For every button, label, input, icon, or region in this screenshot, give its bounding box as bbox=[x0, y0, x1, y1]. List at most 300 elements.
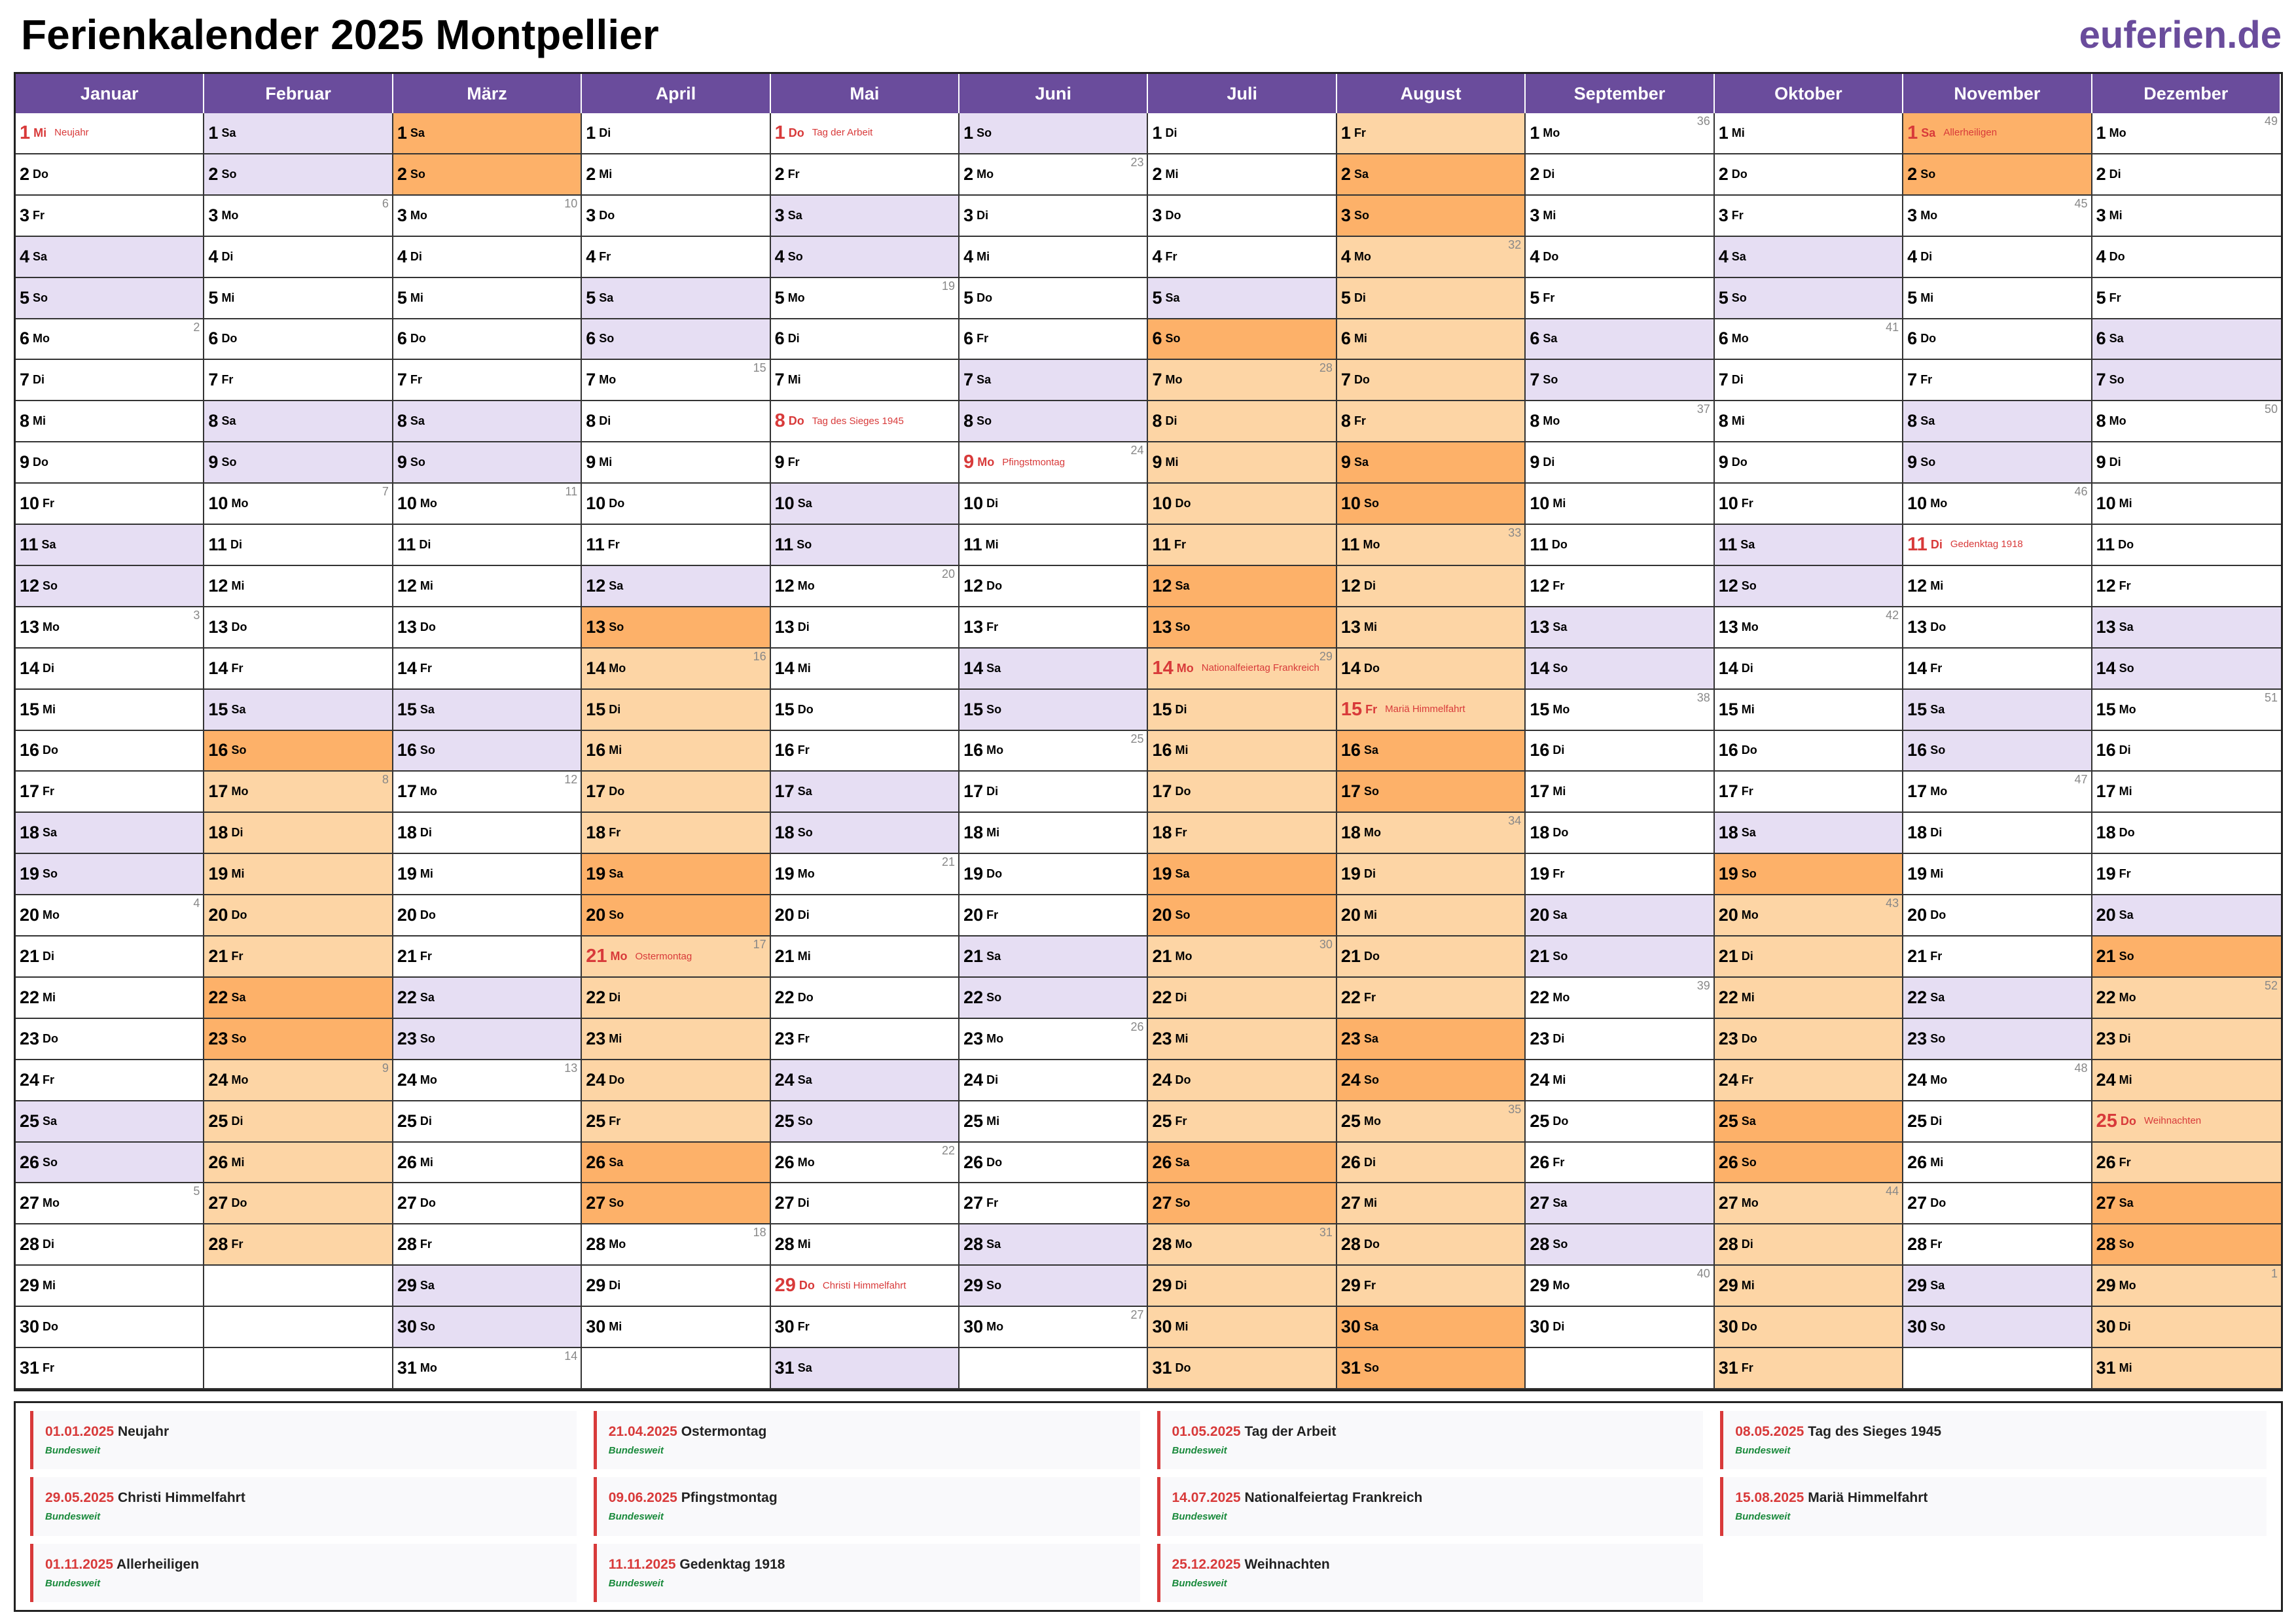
weekday-label: Sa bbox=[410, 126, 425, 139]
weekday-label: Di bbox=[787, 332, 800, 346]
day-cell bbox=[771, 690, 960, 731]
day-cell bbox=[1715, 319, 1903, 361]
day-number: 11 bbox=[2096, 534, 2115, 554]
day-cell bbox=[960, 319, 1148, 361]
weekday-label: Fr bbox=[1741, 497, 1753, 510]
day-number: 29 bbox=[963, 1275, 984, 1296]
weekday-label: Do bbox=[1354, 373, 1370, 387]
weekday-label: Mo bbox=[1543, 414, 1560, 428]
day-number: 24 bbox=[1152, 1069, 1172, 1090]
day-number: 4 bbox=[20, 246, 30, 266]
day-number: 21 bbox=[1907, 946, 1928, 966]
weekday-label: Di bbox=[1175, 1279, 1187, 1293]
day-number: 2 bbox=[1340, 164, 1351, 184]
day-number: 8 bbox=[1530, 411, 1540, 431]
weekday-label: Fr bbox=[1741, 1073, 1753, 1086]
day-cell bbox=[1903, 442, 2092, 484]
day-number: 27 bbox=[1340, 1193, 1361, 1213]
day-cell bbox=[582, 1183, 770, 1224]
day-number: 11 bbox=[20, 534, 39, 554]
day-cell bbox=[16, 442, 204, 484]
weekday-label: Sa bbox=[1731, 249, 1746, 263]
day-cell bbox=[960, 1019, 1148, 1060]
legend-holiday-name: Gedenktag 1918 bbox=[679, 1556, 785, 1572]
day-cell bbox=[582, 731, 770, 772]
day-cell bbox=[2092, 813, 2281, 854]
day-cell bbox=[582, 936, 770, 978]
weekday-label: Fr bbox=[787, 455, 800, 469]
day-number: 14 bbox=[1152, 657, 1174, 679]
legend-line bbox=[1172, 1424, 1704, 1440]
day-cell bbox=[1148, 278, 1336, 319]
day-number: 16 bbox=[1718, 740, 1738, 760]
day-cell bbox=[960, 936, 1148, 978]
weekday-label: Do bbox=[1552, 826, 1569, 840]
day-number: 9 bbox=[397, 452, 407, 473]
day-number: 14 bbox=[2096, 658, 2116, 678]
day-cell bbox=[1148, 237, 1336, 278]
day-number: 3 bbox=[586, 205, 596, 225]
day-number: 17 bbox=[208, 781, 228, 802]
public-holiday-name: Mariä Himmelfahrt bbox=[1385, 704, 1465, 715]
weekday-label: Do bbox=[420, 908, 436, 922]
legend-item bbox=[1157, 1477, 1704, 1535]
weekday-label: Di bbox=[43, 1238, 55, 1251]
weekday-label: Fr bbox=[43, 1073, 55, 1086]
week-number: 31 bbox=[1319, 1226, 1333, 1240]
day-cell bbox=[204, 936, 393, 978]
legend-line bbox=[1735, 1424, 2267, 1440]
weekday-label: Sa bbox=[1741, 826, 1756, 840]
weekday-label: Di bbox=[1363, 579, 1376, 592]
day-number: 8 bbox=[963, 411, 974, 431]
day-cell bbox=[393, 649, 582, 690]
day-cell bbox=[1526, 772, 1714, 813]
weekday-label: So bbox=[977, 414, 992, 428]
weekday-label: Fr bbox=[1552, 867, 1565, 881]
weekday-label: Fr bbox=[420, 1238, 432, 1251]
day-number: 3 bbox=[2096, 205, 2106, 225]
day-cell bbox=[771, 154, 960, 196]
weekday-label: Mo bbox=[410, 208, 427, 222]
day-number: 30 bbox=[586, 1317, 606, 1337]
weekday-label: Di bbox=[2119, 743, 2131, 757]
weekday-label: Mi bbox=[986, 826, 1000, 840]
day-number: 14 bbox=[20, 658, 40, 678]
day-number: 10 bbox=[1907, 493, 1928, 514]
day-number: 14 bbox=[208, 658, 228, 678]
weekday-label: Fr bbox=[609, 1114, 621, 1128]
day-cell bbox=[771, 936, 960, 978]
day-number: 8 bbox=[208, 411, 219, 431]
empty-day-cell bbox=[204, 1348, 393, 1389]
day-cell bbox=[771, 1307, 960, 1348]
legend-item bbox=[30, 1544, 577, 1602]
weekday-label: Fr bbox=[1543, 291, 1555, 304]
week-number: 35 bbox=[1508, 1102, 1522, 1116]
day-number: 9 bbox=[1152, 452, 1162, 473]
weekday-label: Mo bbox=[1363, 826, 1381, 840]
day-cell bbox=[393, 1019, 582, 1060]
weekday-label: Di bbox=[1741, 661, 1753, 675]
weekday-label: Di bbox=[1552, 743, 1565, 757]
weekday-label: Mi bbox=[1165, 167, 1179, 181]
weekday-label: So bbox=[2119, 1238, 2134, 1251]
weekday-label: Do bbox=[1731, 455, 1748, 469]
weekday-label: Mo bbox=[2119, 702, 2136, 716]
weekday-label: So bbox=[1354, 208, 1369, 222]
day-cell bbox=[2092, 1266, 2281, 1307]
day-number: 11 bbox=[1530, 534, 1549, 554]
day-number: 17 bbox=[586, 781, 606, 802]
day-number: 24 bbox=[1718, 1069, 1738, 1090]
week-number: 36 bbox=[1696, 115, 1710, 128]
weekday-label: Sa bbox=[1363, 1320, 1378, 1334]
weekday-label: Fr bbox=[1930, 950, 1943, 963]
weekday-label: Do bbox=[599, 208, 615, 222]
weekday-label: Sa bbox=[1165, 291, 1180, 304]
day-number: 1 bbox=[20, 122, 31, 143]
day-cell bbox=[2092, 484, 2281, 525]
weekday-label: Mi bbox=[797, 661, 811, 675]
day-cell bbox=[771, 895, 960, 936]
day-number: 4 bbox=[2096, 246, 2106, 266]
day-cell bbox=[1526, 731, 1714, 772]
weekday-label: Fr bbox=[43, 497, 55, 510]
week-number: 41 bbox=[1886, 320, 1899, 334]
day-cell bbox=[1526, 278, 1714, 319]
day-cell bbox=[1337, 607, 1526, 649]
day-cell bbox=[16, 1143, 204, 1184]
day-cell bbox=[1903, 936, 2092, 978]
day-cell bbox=[2092, 401, 2281, 442]
day-cell bbox=[582, 196, 770, 237]
day-number: 19 bbox=[774, 864, 795, 884]
weekday-label: Do bbox=[231, 1196, 247, 1210]
weekday-label: Mi bbox=[1930, 1155, 1944, 1169]
weekday-label: Fr bbox=[420, 661, 432, 675]
day-number: 21 bbox=[1340, 946, 1361, 966]
weekday-label: Mi bbox=[2119, 1073, 2132, 1086]
day-number: 22 bbox=[2096, 987, 2116, 1007]
day-cell bbox=[1148, 690, 1336, 731]
day-number: 24 bbox=[397, 1069, 417, 1090]
day-cell bbox=[393, 319, 582, 361]
weekday-label: So bbox=[1920, 167, 1936, 181]
month-header: November bbox=[1903, 74, 2092, 113]
day-cell bbox=[16, 566, 204, 607]
day-cell bbox=[393, 237, 582, 278]
day-cell bbox=[204, 895, 393, 936]
weekday-label: Di bbox=[43, 950, 55, 963]
day-number: 16 bbox=[1340, 740, 1361, 760]
weekday-label: Mi bbox=[599, 455, 613, 469]
day-cell bbox=[16, 1019, 204, 1060]
day-number: 19 bbox=[963, 864, 984, 884]
weekday-label: Mo bbox=[2109, 414, 2126, 428]
weekday-label: Mo bbox=[1930, 497, 1948, 510]
weekday-label: Di bbox=[2109, 167, 2121, 181]
day-number: 9 bbox=[1340, 452, 1351, 473]
public-holiday-name: Nationalfeiertag Frankreich bbox=[1201, 662, 1319, 674]
day-cell bbox=[16, 936, 204, 978]
weekday-label: Do bbox=[1175, 785, 1191, 798]
public-holiday-name: Neujahr bbox=[54, 127, 89, 139]
day-cell bbox=[1337, 360, 1526, 401]
day-number: 13 bbox=[1152, 616, 1172, 637]
weekday-label: Di bbox=[1354, 291, 1366, 304]
weekday-label: Mo bbox=[2109, 126, 2126, 139]
day-number: 8 bbox=[397, 411, 407, 431]
day-number: 18 bbox=[397, 823, 417, 843]
weekday-label: Mi bbox=[1731, 126, 1745, 139]
day-number: 28 bbox=[1718, 1234, 1738, 1255]
day-cell bbox=[1337, 1101, 1526, 1143]
weekday-label: So bbox=[410, 455, 425, 469]
weekday-label: So bbox=[1731, 291, 1747, 304]
week-number: 20 bbox=[942, 567, 956, 580]
day-number: 21 bbox=[1718, 946, 1738, 966]
weekday-label: Mo bbox=[1363, 537, 1380, 551]
week-number: 42 bbox=[1886, 608, 1899, 622]
weekday-label: Mi bbox=[2119, 497, 2132, 510]
day-number: 20 bbox=[208, 905, 228, 925]
weekday-label: Do bbox=[43, 1031, 59, 1045]
week-number: 25 bbox=[1130, 732, 1144, 745]
weekday-label: Mi bbox=[1930, 579, 1944, 592]
weekday-label: So bbox=[1543, 373, 1558, 387]
public-holidays-legend bbox=[14, 1401, 2283, 1612]
weekday-label: Fr bbox=[231, 661, 243, 675]
day-cell bbox=[1526, 360, 1714, 401]
weekday-label: Di bbox=[1930, 826, 1943, 840]
day-number: 8 bbox=[1340, 411, 1351, 431]
day-cell bbox=[582, 319, 770, 361]
day-cell bbox=[1337, 196, 1526, 237]
day-cell bbox=[1337, 978, 1526, 1019]
day-number: 2 bbox=[1907, 164, 1918, 184]
day-number: 30 bbox=[1718, 1317, 1738, 1337]
weekday-label: Sa bbox=[2109, 332, 2124, 346]
weekday-label: Sa bbox=[1552, 908, 1568, 922]
day-number: 12 bbox=[586, 575, 606, 596]
weekday-label: Do bbox=[1741, 1031, 1757, 1045]
day-cell bbox=[960, 360, 1148, 401]
day-cell bbox=[1715, 690, 1903, 731]
day-cell bbox=[582, 895, 770, 936]
day-cell bbox=[1715, 1019, 1903, 1060]
weekday-label: Di bbox=[1552, 1320, 1565, 1334]
day-cell bbox=[16, 360, 204, 401]
weekday-label: Do bbox=[1930, 1196, 1946, 1210]
weekday-label: Do bbox=[420, 620, 436, 633]
day-number: 26 bbox=[586, 1152, 606, 1172]
weekday-label: Sa bbox=[609, 1155, 624, 1169]
weekday-label: Mo bbox=[610, 950, 628, 963]
day-cell bbox=[16, 1060, 204, 1101]
day-cell bbox=[960, 1060, 1148, 1101]
day-number: 15 bbox=[963, 699, 984, 719]
legend-scope: Bundesweit bbox=[608, 1445, 664, 1457]
day-cell bbox=[1715, 196, 1903, 237]
day-number: 13 bbox=[2096, 616, 2116, 637]
weekday-label: Mi bbox=[420, 867, 433, 881]
day-number: 23 bbox=[1152, 1028, 1172, 1048]
day-number: 22 bbox=[20, 987, 40, 1007]
day-cell bbox=[2092, 278, 2281, 319]
day-cell bbox=[1337, 154, 1526, 196]
day-cell bbox=[960, 278, 1148, 319]
day-number: 5 bbox=[1907, 287, 1918, 308]
day-number: 30 bbox=[2096, 1317, 2116, 1337]
weekday-label: Do bbox=[2119, 826, 2135, 840]
weekday-label: Mo bbox=[1175, 950, 1193, 963]
weekday-label: Mo bbox=[420, 497, 437, 510]
week-number: 11 bbox=[565, 485, 578, 499]
day-number: 8 bbox=[1718, 411, 1729, 431]
day-number: 16 bbox=[397, 740, 417, 760]
weekday-label: Fr bbox=[1365, 702, 1378, 716]
day-number: 25 bbox=[1907, 1111, 1928, 1131]
weekday-label: Mo bbox=[1165, 373, 1183, 387]
day-number: 14 bbox=[1530, 658, 1550, 678]
weekday-label: So bbox=[1930, 743, 1946, 757]
legend-holiday-name: Christi Himmelfahrt bbox=[117, 1490, 245, 1506]
brand-logo[interactable]: euferien.de bbox=[2079, 14, 2282, 56]
weekday-label: Fr bbox=[1165, 249, 1177, 263]
weekday-label: Mi bbox=[231, 867, 245, 881]
day-cell bbox=[1148, 772, 1336, 813]
day-number: 18 bbox=[1907, 823, 1928, 843]
weekday-label: So bbox=[797, 1114, 813, 1128]
day-number: 15 bbox=[20, 699, 40, 719]
week-number: 29 bbox=[1319, 649, 1333, 663]
weekday-label: Do bbox=[231, 908, 247, 922]
weekday-label: Mi bbox=[797, 950, 811, 963]
day-cell bbox=[1903, 278, 2092, 319]
day-number: 10 bbox=[397, 493, 417, 514]
day-cell bbox=[1526, 895, 1714, 936]
weekday-label: Mi bbox=[1175, 1031, 1189, 1045]
weekday-label: Sa bbox=[797, 1361, 812, 1375]
weekday-label: Fr bbox=[1354, 126, 1366, 139]
day-number: 27 bbox=[208, 1193, 228, 1213]
weekday-label: Mo bbox=[797, 1155, 815, 1169]
day-cell bbox=[771, 1183, 960, 1224]
day-number: 25 bbox=[397, 1111, 417, 1131]
weekday-label: Mo bbox=[420, 1361, 437, 1375]
day-cell bbox=[1148, 731, 1336, 772]
weekday-label: Mi bbox=[1552, 497, 1566, 510]
day-cell bbox=[393, 1224, 582, 1266]
weekday-label: So bbox=[2119, 950, 2134, 963]
weekday-label: Sa bbox=[1543, 332, 1558, 346]
day-cell bbox=[1337, 1266, 1526, 1307]
weekday-label: Fr bbox=[1175, 826, 1187, 840]
day-cell bbox=[1715, 731, 1903, 772]
day-number: 14 bbox=[1718, 658, 1738, 678]
weekday-label: Di bbox=[1930, 1114, 1943, 1128]
day-number: 10 bbox=[20, 493, 40, 514]
day-cell bbox=[771, 607, 960, 649]
day-number: 19 bbox=[1152, 864, 1172, 884]
weekday-label: Fr bbox=[221, 373, 234, 387]
day-number: 7 bbox=[1907, 370, 1918, 390]
day-number: 8 bbox=[2096, 411, 2106, 431]
day-cell bbox=[204, 442, 393, 484]
weekday-label: Fr bbox=[797, 1320, 810, 1334]
weekday-label: Sa bbox=[609, 867, 624, 881]
day-cell bbox=[582, 1143, 770, 1184]
day-number: 23 bbox=[1718, 1028, 1738, 1048]
day-number: 28 bbox=[963, 1234, 984, 1255]
week-number: 30 bbox=[1319, 938, 1333, 952]
day-number: 23 bbox=[1907, 1028, 1928, 1048]
day-cell bbox=[771, 196, 960, 237]
day-number: 6 bbox=[208, 329, 219, 349]
day-cell bbox=[16, 772, 204, 813]
day-number: 31 bbox=[1718, 1358, 1738, 1378]
day-number: 26 bbox=[208, 1152, 228, 1172]
weekday-label: Mo bbox=[420, 785, 437, 798]
weekday-label: Do bbox=[986, 1155, 1003, 1169]
day-cell bbox=[1526, 1060, 1714, 1101]
weekday-label: So bbox=[599, 332, 615, 346]
weekday-label: Fr bbox=[2119, 867, 2131, 881]
day-number: 20 bbox=[1340, 905, 1361, 925]
day-number: 22 bbox=[1152, 987, 1172, 1007]
day-number: 9 bbox=[963, 452, 975, 473]
day-cell bbox=[771, 1060, 960, 1101]
weekday-label: Mo bbox=[609, 1238, 626, 1251]
day-cell bbox=[1903, 1101, 2092, 1143]
legend-holiday-name: Pfingstmontag bbox=[681, 1490, 778, 1506]
week-number: 26 bbox=[1130, 1020, 1144, 1033]
weekday-label: Mo bbox=[43, 620, 60, 633]
weekday-label: Mo bbox=[231, 785, 249, 798]
day-number: 30 bbox=[774, 1317, 795, 1337]
day-cell bbox=[204, 1019, 393, 1060]
day-number: 6 bbox=[1907, 329, 1918, 349]
day-cell bbox=[582, 1307, 770, 1348]
day-number: 17 bbox=[963, 781, 984, 802]
day-number: 9 bbox=[586, 452, 596, 473]
weekday-label: Di bbox=[231, 826, 243, 840]
day-cell bbox=[1526, 1307, 1714, 1348]
day-number: 3 bbox=[1907, 205, 1918, 225]
day-number: 1 bbox=[1718, 122, 1729, 143]
day-cell bbox=[16, 278, 204, 319]
day-cell bbox=[582, 1060, 770, 1101]
weekday-label: Di bbox=[221, 249, 234, 263]
day-cell bbox=[582, 1019, 770, 1060]
day-cell bbox=[1337, 401, 1526, 442]
legend-holiday-name: Tag des Sieges 1945 bbox=[1808, 1424, 1942, 1440]
week-number: 4 bbox=[193, 897, 200, 910]
day-cell bbox=[16, 813, 204, 854]
day-cell bbox=[1337, 772, 1526, 813]
day-cell bbox=[393, 154, 582, 196]
day-number: 11 bbox=[774, 534, 794, 554]
weekday-label: Do bbox=[1175, 497, 1191, 510]
day-number: 11 bbox=[1907, 533, 1928, 555]
day-number: 4 bbox=[1907, 246, 1918, 266]
weekday-label: Mi bbox=[985, 537, 999, 551]
week-number: 48 bbox=[2074, 1061, 2088, 1075]
day-cell bbox=[16, 1183, 204, 1224]
day-number: 18 bbox=[1340, 823, 1361, 843]
week-number: 28 bbox=[1319, 361, 1333, 375]
